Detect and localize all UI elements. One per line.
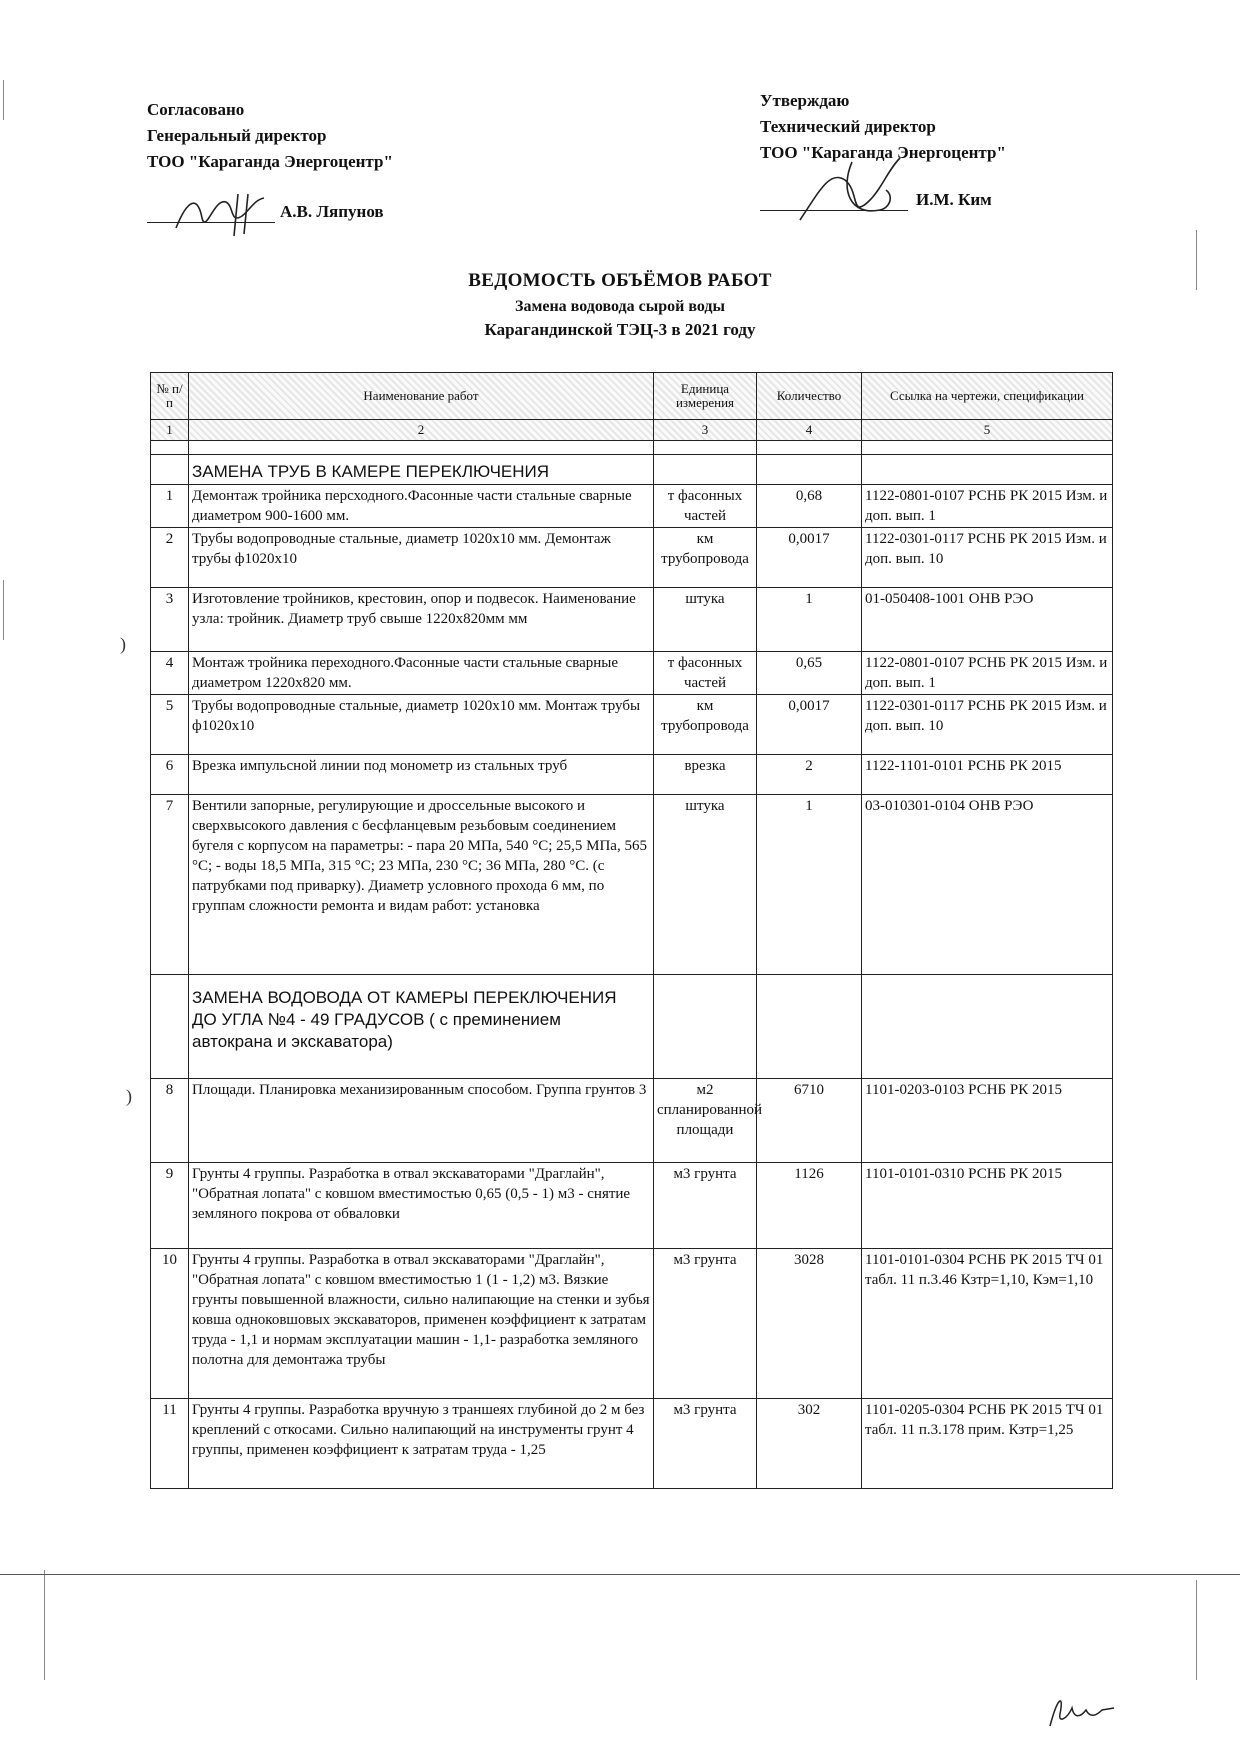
header-num: № п/п bbox=[151, 373, 189, 420]
row-ref: 1122-0301-0117 РСНБ РК 2015 Изм. и доп. вып. 10 bbox=[862, 528, 1113, 588]
approval-left bbox=[147, 97, 507, 175]
row-unit: м3 грунта bbox=[654, 1399, 757, 1489]
row-name: Грунты 4 группы. Разработка в отвал экскаваторами "Драглайн", "Обратная лопата" с ковшом вместимостью 1 (1 - 1,2) м3. Вязкие грунты повышенной влажности, сильно налипающие на стенки и зубья ковша одноковшовых экскаваторов, применен коэффициент к затратам труда - 1,1 и нормам эксплуатации машин - 1,1- разработка земляного полотна для демонтажа трубы bbox=[189, 1249, 654, 1399]
table-row bbox=[151, 528, 1113, 588]
left-edge-tick bbox=[44, 1570, 45, 1680]
approval-right-name: И.М. Ким bbox=[916, 190, 992, 209]
signature-line-left bbox=[147, 222, 275, 223]
row-unit: м3 грунта bbox=[654, 1249, 757, 1399]
row-name: Демонтаж тройника персходного.Фасонные части стальные сварные диаметром 900-1600 мм. bbox=[189, 485, 654, 528]
row-num: 5 bbox=[151, 695, 189, 755]
table-row bbox=[151, 695, 1113, 755]
approval-right-company: ТОО "Караганда Энергоцентр" bbox=[760, 143, 1006, 162]
row-ref: 1101-0205-0304 РСНБ РК 2015 ТЧ 01 табл. 11 п.3.178 прим. Кзтр=1,25 bbox=[862, 1399, 1113, 1489]
row-num: 2 bbox=[151, 528, 189, 588]
row-ref: 1122-0301-0117 РСНБ РК 2015 Изм. и доп. вып. 10 bbox=[862, 695, 1113, 755]
table-row bbox=[151, 1163, 1113, 1249]
row-num: 3 bbox=[151, 588, 189, 652]
row-num: 9 bbox=[151, 1163, 189, 1249]
column-numbers-row bbox=[151, 420, 1113, 441]
row-ref: 1122-1101-0101 РСНБ РК 2015 bbox=[862, 755, 1113, 795]
row-name: Грунты 4 группы. Разработка в отвал экскаваторами "Драглайн", "Обратная лопата" с ковшом вместимостью 0,65 (0,5 - 1) м3 - снятие земляного покрова от обваловки bbox=[189, 1163, 654, 1249]
table-row bbox=[151, 652, 1113, 695]
row-name: Монтаж тройника переходного.Фасонные части стальные сварные диаметром 1220х820 мм. bbox=[189, 652, 654, 695]
row-qty: 302 bbox=[757, 1399, 862, 1489]
header-ref: Ссылка на чертежи, спецификации bbox=[862, 373, 1113, 420]
row-name: Изготовление тройников, крестовин, опор и подвесок. Наименование узла: тройник. Диаметр труб свыше 1220х820мм мм bbox=[189, 588, 654, 652]
row-ref: 1101-0203-0103 РСНБ РК 2015 bbox=[862, 1079, 1113, 1163]
row-unit: т фасонных частей bbox=[654, 652, 757, 695]
col-number: 2 bbox=[189, 420, 654, 441]
row-unit: т фасонных частей bbox=[654, 485, 757, 528]
section-row bbox=[151, 455, 1113, 485]
header-qty: Количество bbox=[757, 373, 862, 420]
table-row bbox=[151, 485, 1113, 528]
col-number: 1 bbox=[151, 420, 189, 441]
approval-left-position: Генеральный директор bbox=[147, 126, 327, 145]
row-qty: 3028 bbox=[757, 1249, 862, 1399]
title-sub1: Замена водовода сырой воды bbox=[515, 298, 725, 315]
margin-mark: ) bbox=[120, 634, 126, 654]
row-num: 7 bbox=[151, 795, 189, 975]
row-ref: 1122-0801-0107 РСНБ РК 2015 Изм. и доп. вып. 1 bbox=[862, 652, 1113, 695]
approval-right-label: Утверждаю bbox=[760, 91, 850, 110]
row-unit: м3 грунта bbox=[654, 1163, 757, 1249]
row-name: Вентили запорные, регулирующие и дроссельные высокого и сверхвысокого давления с бесфланцевым резьбовым соединением бугеля с корпусом на параметры: - пара 20 МПа, 540 °С; 25,5 МПа, 565 °С; - воды 18,5 МПа, 315 °С; 23 МПа, 230 °С; 36 МПа, 280 °С. (с патрубками под приварку). Диаметр условного прохода 6 мм, по группам сложности ремонта и видам работ: установка bbox=[189, 795, 654, 975]
row-ref: 03-010301-0104 ОНВ РЭО bbox=[862, 795, 1113, 975]
row-unit: штука bbox=[654, 795, 757, 975]
table-row bbox=[151, 1079, 1113, 1163]
signature-right bbox=[790, 150, 930, 230]
col-number: 4 bbox=[757, 420, 862, 441]
signature-line-right bbox=[760, 210, 908, 211]
row-num: 4 bbox=[151, 652, 189, 695]
section-title-2: ЗАМЕНА ВОДОВОДА ОТ КАМЕРЫ ПЕРЕКЛЮЧЕНИЯ ДО УГЛА №4 - 49 ГРАДУСОВ ( с преминением автокрана и экскаватора) bbox=[189, 975, 654, 1079]
row-unit: штука bbox=[654, 588, 757, 652]
right-edge-tick bbox=[1196, 230, 1197, 290]
document-title bbox=[380, 270, 860, 340]
col-number: 3 bbox=[654, 420, 757, 441]
row-unit: врезка bbox=[654, 755, 757, 795]
row-qty: 1126 bbox=[757, 1163, 862, 1249]
table-row bbox=[151, 1399, 1113, 1489]
section-row bbox=[151, 975, 1113, 1079]
row-qty: 1 bbox=[757, 588, 862, 652]
table-row bbox=[151, 795, 1113, 975]
row-qty: 2 bbox=[757, 755, 862, 795]
row-name: Трубы водопроводные стальные, диаметр 1020х10 мм. Демонтаж трубы ф1020х10 bbox=[189, 528, 654, 588]
row-num: 11 bbox=[151, 1399, 189, 1489]
row-ref: 01-050408-1001 ОНВ РЭО bbox=[862, 588, 1113, 652]
row-ref: 1122-0801-0107 РСНБ РК 2015 Изм. и доп. вып. 1 bbox=[862, 485, 1113, 528]
row-qty: 0,65 bbox=[757, 652, 862, 695]
approval-left-label: Согласовано bbox=[147, 100, 245, 119]
left-edge-tick bbox=[3, 80, 4, 120]
table-row bbox=[151, 588, 1113, 652]
row-num: 6 bbox=[151, 755, 189, 795]
row-num: 1 bbox=[151, 485, 189, 528]
row-name: Площади. Планировка механизированным способом. Группа грунтов 3 bbox=[189, 1079, 654, 1163]
approval-left-company: ТОО "Караганда Энергоцентр" bbox=[147, 152, 393, 171]
table-row bbox=[151, 1249, 1113, 1399]
initials-signature bbox=[1040, 1690, 1120, 1734]
row-qty: 6710 bbox=[757, 1079, 862, 1163]
margin-mark: ) bbox=[126, 1086, 132, 1106]
row-name: Врезка импульсной линии под монометр из стальных труб bbox=[189, 755, 654, 795]
header-name: Наименование работ bbox=[189, 373, 654, 420]
table-row bbox=[151, 755, 1113, 795]
row-ref: 1101-0101-0304 РСНБ РК 2015 ТЧ 01 табл. 11 п.3.46 Кзтр=1,10, Кэм=1,10 bbox=[862, 1249, 1113, 1399]
title-main: ВЕДОМОСТЬ ОБЪЁМОВ РАБОТ bbox=[468, 270, 772, 291]
row-qty: 0,0017 bbox=[757, 528, 862, 588]
bottom-rule bbox=[0, 1574, 1240, 1575]
col-number: 5 bbox=[862, 420, 1113, 441]
row-qty: 1 bbox=[757, 795, 862, 975]
row-num: 10 bbox=[151, 1249, 189, 1399]
left-edge-tick bbox=[3, 580, 4, 640]
volumes-table bbox=[150, 372, 1113, 1489]
spacer-row bbox=[151, 441, 1113, 455]
approval-left-name: А.В. Ляпунов bbox=[280, 202, 384, 221]
row-unit: м2 спланированной площади bbox=[654, 1079, 757, 1163]
row-qty: 0,68 bbox=[757, 485, 862, 528]
title-sub2: Карагандинской ТЭЦ-3 в 2021 году bbox=[484, 320, 756, 339]
approval-right-position: Технический директор bbox=[760, 117, 936, 136]
section-title-1: ЗАМЕНА ТРУБ В КАМЕРЕ ПЕРЕКЛЮЧЕНИЯ bbox=[189, 455, 654, 485]
right-edge-tick bbox=[1196, 1580, 1197, 1680]
row-unit: км трубопровода bbox=[654, 528, 757, 588]
row-name: Трубы водопроводные стальные, диаметр 1020х10 мм. Монтаж трубы ф1020х10 bbox=[189, 695, 654, 755]
header-unit: Единица измерения bbox=[654, 373, 757, 420]
row-name: Грунты 4 группы. Разработка вручную з траншеях глубиной до 2 м без креплений с откосами. Сильно налипающий на инструменты грунт 4 группы, применен коэффициент к затратам труда - 1,25 bbox=[189, 1399, 654, 1489]
row-unit: км трубопровода bbox=[654, 695, 757, 755]
row-num: 8 bbox=[151, 1079, 189, 1163]
row-qty: 0,0017 bbox=[757, 695, 862, 755]
row-ref: 1101-0101-0310 РСНБ РК 2015 bbox=[862, 1163, 1113, 1249]
signature-left bbox=[168, 188, 278, 240]
